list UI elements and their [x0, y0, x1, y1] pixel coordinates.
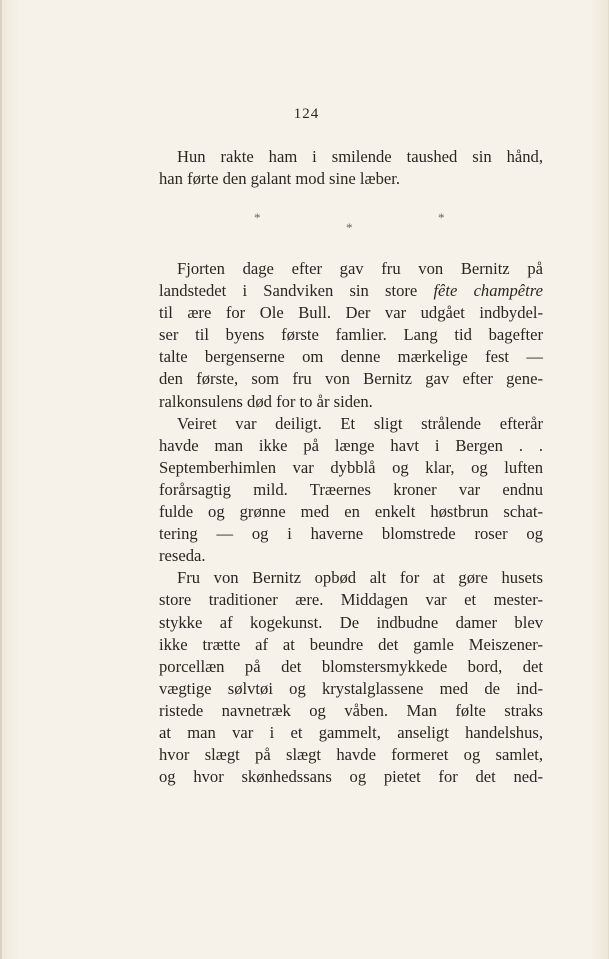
text-line: stykke af kogekunst. De indbudne damer blev	[159, 612, 543, 632]
opening-paragraph	[159, 146, 543, 190]
text-line: talte bergenserne om denne mærkelige fest —	[159, 347, 543, 367]
text-line	[159, 280, 543, 302]
section-separator	[2, 206, 609, 236]
text-fragment: landstedet i Sandviken sin store	[159, 281, 434, 301]
text-line: ikke trætte af at beundre det gamle Meiszener-	[159, 634, 543, 654]
text-line: vægtige sølvtøi og krystalglassene med de ind-	[159, 678, 543, 698]
text-line: ristede navnetræk og våben. Man følte straks	[159, 700, 543, 720]
asterisk: *	[438, 210, 445, 225]
text-line: Veiret var deiligt. Et sligt strålende efterår	[177, 413, 543, 433]
italic-phrase: fête champêtre	[433, 281, 543, 301]
text-line: den første, som fru von Bernitz gav efter gene-	[159, 369, 543, 389]
text-line: han førte den galant mod sine læber.	[159, 169, 401, 189]
text-line: fulde og grønne med en enkelt høstbrun schat-	[159, 502, 543, 522]
page-number: 124	[293, 106, 320, 122]
text-line: ser til byens første famlier. Lang tid bagefter	[159, 325, 543, 345]
text-line: at man var i et gammelt, anseligt handelshus,	[159, 722, 543, 742]
text-line: havde man ikke på længe havt i Bergen . .	[159, 435, 543, 455]
text-line: Fru von Bernitz opbød alt for at gøre husets	[177, 568, 543, 588]
text-line: Septemberhimlen var dybblå og klar, og luften	[159, 457, 543, 477]
text-line: Hun rakte ham i smilende taushed sin hånd,	[177, 147, 543, 166]
text-line: Fjorten dage efter gav fru von Bernitz på	[177, 259, 543, 278]
text-line: forårsagtig mild. Træernes kroner var endnu	[159, 479, 543, 499]
text-line: reseda.	[159, 546, 206, 566]
text-line: store traditioner ære. Middagen var et mester-	[159, 590, 543, 610]
text-line: tering — og i haverne blomstrede roser og	[159, 524, 543, 544]
text-line: hvor slægt på slægt havde formeret og samlet,	[159, 745, 543, 765]
text-line: ralkonsulens død for to år siden.	[159, 391, 373, 411]
main-paragraphs	[159, 258, 543, 788]
text-line: til ære for Ole Bull. Der var udgået indbydel-	[159, 303, 543, 323]
text-line: og hvor skønhedssans og pietet for det ned-	[159, 767, 543, 787]
text-line: porcellæn på det blomstersmykkede bord, det	[159, 656, 543, 676]
asterisk: *	[254, 210, 261, 225]
asterisk: *	[346, 220, 353, 235]
